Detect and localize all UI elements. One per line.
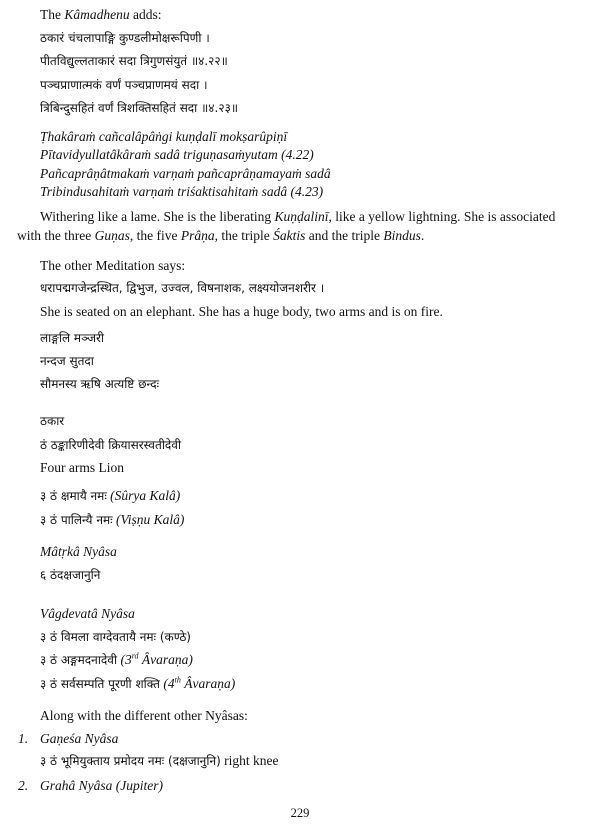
- kamadhenu-title: Kâmadhenu: [64, 7, 130, 22]
- verse-devanagari-2: पीतविद्युल्लताकारं सदा त्रिगुणसंयुतं ॥४.२२॥: [40, 54, 228, 68]
- verse-transliteration-4: Tribindusahitaṁ varṇaṁ triśaktisahitaṁ sadâ (4.23): [40, 184, 324, 199]
- verse-devanagari-1: ठकारं चंचलापाङ्गि कुण्डलीमोक्षरूपिणी ।: [40, 31, 210, 45]
- thakara-description: Four arms Lion: [40, 460, 124, 475]
- meditation-devanagari: धरापद्मगजेन्द्रस्थित, द्विभुज, उज्वल, विषनाशक, लक्ष्ययोजनशरीर ।: [40, 281, 325, 295]
- matrka-title: Mâtṛkâ Nyâsa: [40, 544, 117, 559]
- vagdevata-line-1: ३ ठं विमला वाग्देवतायै नमः (कण्ठे): [40, 630, 191, 644]
- list-number: 2.: [18, 778, 29, 793]
- verse-transliteration-1: Ṭhakâraṁ cañcalâpâṅgi kuṇḍalī mokṣarûpiṇī: [40, 129, 288, 144]
- block1-line-1: लाङ्गलि मञ्जरी: [40, 331, 104, 345]
- meditation-heading: The other Meditation says:: [40, 258, 186, 273]
- verse-devanagari-4: त्रिबिन्दुसहितं वर्णं त्रिशक्तिसहितं सदा ॥४.२३॥: [40, 101, 239, 115]
- meditation-translation: She is seated on an elephant. She has a huge body, two arms and is on fire.: [40, 304, 443, 319]
- block1-line-2: नन्दज सुतदा: [40, 354, 94, 368]
- thakara-label: ठकार: [40, 414, 65, 428]
- list-item-title: Gaṇeśa Nyâsa: [40, 731, 119, 746]
- block1-line-3: सौमनस्य ऋषि अत्यष्टि छन्दः: [40, 377, 160, 391]
- list-item-mantra: ३ ठं भूमियुक्ताय प्रमोदय नमः (दक्षजानुनि) right knee: [40, 753, 279, 768]
- verse-devanagari-3: पञ्चप्राणात्मकं वर्णं पञ्चप्राणमयं सदा ।: [40, 78, 208, 92]
- vagdevata-line-2: ३ ठं अङ्गमदनादेवी (3rd Âvaraṇa): [40, 651, 193, 667]
- vagdevata-title: Vâgdevatâ Nyâsa: [40, 606, 135, 621]
- list-number: 1.: [18, 731, 29, 746]
- page-number: 229: [290, 806, 310, 820]
- kamadhenu-intro: The Kâmadhenu adds:: [40, 7, 162, 22]
- withering-paragraph-line-2: with the three Guṇas, the five Prâṇa, the triple Śaktis and the triple Bindus.: [17, 228, 425, 243]
- kala-line-surya: ३ ठं क्षमायै नमः (Sûrya Kalâ): [40, 488, 181, 503]
- vagdevata-line-3: ३ ठं सर्वसम्पति पूरणी शक्ति (4th Âvaraṇa): [40, 675, 236, 691]
- list-item-title: Grahâ Nyâsa (Jupiter): [40, 778, 163, 793]
- along-nyasas: Along with the different other Nyâsas:: [40, 708, 248, 723]
- kala-line-visnu: ३ ठं पालिन्यै नमः (Viṣṇu Kalâ): [40, 512, 185, 527]
- verse-transliteration-2: Pītavidyullatâkâraṁ sadâ triguṇasaṁyutam (4.22): [40, 147, 314, 162]
- matrka-mantra: ६ ठंदक्षजानुनि: [40, 568, 101, 582]
- thakara-mantra: ठं ठङ्कारिणीदेवी क्रियासरस्वतीदेवी: [40, 438, 182, 452]
- withering-paragraph-line-1: Withering like a lame. She is the liberating Kuṇḍalinī, like a yellow lightning. She is associated: [40, 209, 556, 224]
- verse-transliteration-3: Pañcaprâṇâtmakaṁ varṇaṁ pañcaprâṇamayaṁ sadâ: [40, 166, 331, 181]
